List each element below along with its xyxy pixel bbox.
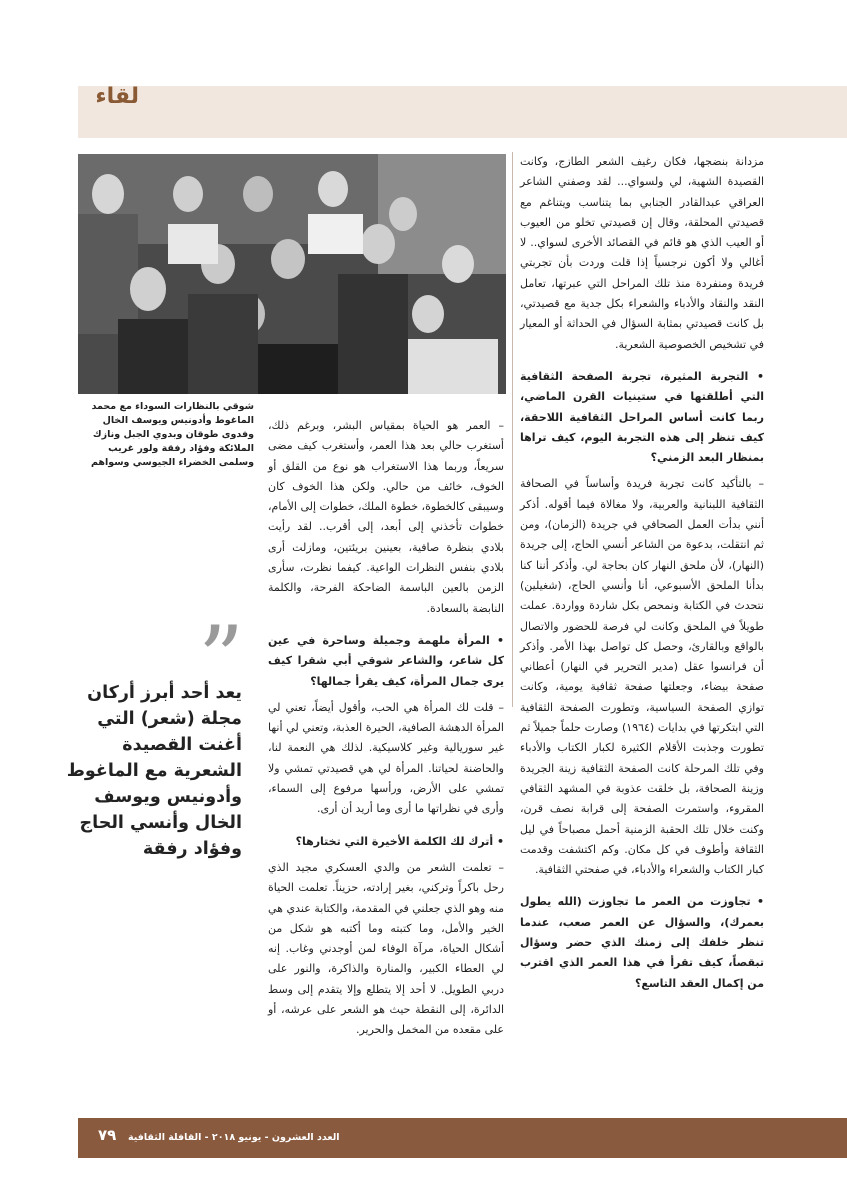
interview-question: • المرأة ملهمة وجميلة وساحرة في عين كل شاعر، والشاعر شوقي أبي شقرا كيف يرى جمال المرأة، كيف يقرأ جمالها؟ bbox=[268, 633, 504, 688]
header-band bbox=[78, 86, 847, 138]
article-column-middle bbox=[268, 416, 504, 1047]
group-photo bbox=[78, 154, 506, 394]
section-title: لقاء bbox=[95, 84, 139, 109]
paragraph: – العمر هو الحياة بمقياس البشر، وبرغم ذلك، أستغرب حالي بعد هذا العمر، وأستغرب كيف مضى سريعاً، وربما هذا الاستغراب هو نوع من القلق أو الخوف، خائف من حالي. ولكن هذا الخوف كان وسيبقى كالخطوة، خطوة الملك، خطوات إلى الأمام، خطوات تأخذني إلى أبعد، إلى أقرب.. لقد رأيت بلادي بنظرة صافية، بعينين بريئتين، ومازلت أرى بلادي بنفس النظرات الواعية. كيفما نظرت، سأرى الزمن بالعين الباسمة الضاحكة الفرحة، والكلمة النابضة بالسعادة. bbox=[268, 419, 504, 615]
pull-quote: يعد أحد أبرز أركان مجلة (شعر) التي أغنت القصيدة الشعرية مع الماغوط وأدونيس ويوسف الخال وأنسي الحاج وفؤاد رفقة bbox=[66, 683, 242, 859]
issue-info: العدد العشرون - يونيو ٢٠١٨ - القافلة الثقافية bbox=[128, 1132, 340, 1143]
photo-caption: شوقي بالنظارات السوداء مع محمد الماغوط وأدونيس ويوسف الخال وفدوى طوقان وبدوي الجبل ونازك الملائكة وفؤاد رفقة ولور غريب وسلمى الخضراء الجيوسي وسواهم bbox=[90, 401, 254, 468]
article-column-right bbox=[520, 152, 764, 1000]
interview-question: • أترك لك الكلمة الأخيرة التي تختارها؟ bbox=[295, 834, 504, 848]
paragraph: مزدانة بنضجها، فكان رغيف الشعر الطازج، وكانت القصيدة الشهية، لي ولسواي... لقد وصفني الشاعر العراقي عبدالقادر الجنابي بما يتناسب ويتناغم مع قصيدتي المحلقة، وقال إن قصيدتي تخلو من العيوب أو العيب الذي هو قائم في القصائد الأخرى لسواي.. لا أغالي ولا أكون نرجسياً إذا قلت وردت بأن تجربتي فريدة ومنفردة منذ تلك المراحل التي عبرتها، تعامل النقد والنقاد والأدباء والشعراء بكل جدية مع قصيدتي، بل كانت قصيدتي بمثابة السؤال في الحداثة أو المعيار في تشخيص الخصوصية الشعرية. bbox=[520, 155, 764, 351]
paragraph: – قلت لك المرأة هي الحب، وأقول أيضاً، تعني لي المرأة الدهشة الصافية، الحيرة العذبة، وتعني لي أنها غير سوريالية وغير كلاسيكية. لذلك هي النعمة لنا، والحاضنة لحياتنا. المرأة لي هي قصيدتي تمشي ولا تمشي على الأرض، ورأسها مرفوع إلى السماء، وأرى في نظراتها ما أرى وما أريد أن أرى. bbox=[268, 700, 504, 816]
interview-question: • التجربة المثيرة، تجربة الصفحة الثقافية التي أطلقتها في ستينيات القرن الماضي، ربما كانت أساس المراحل الثقافية اللاحقة، كيف تنظر إلى هذه التجربة اليوم، كيف تراها بمنظار البعد الزمني؟ bbox=[520, 369, 764, 465]
interview-question: • تجاوزت من العمر ما تجاوزت (الله يطول بعمرك)، والسؤال عن العمر صعب، عندما تنظر خلفك إلى زمنك الذي حضر وسؤال تبقصاً، كيف تقرأ في هذا العمر الذي اقترب من إكمال العقد التاسع؟ bbox=[520, 895, 764, 990]
quote-mark-icon: ” bbox=[198, 607, 245, 712]
column-divider bbox=[512, 152, 513, 707]
group-photo-illustration bbox=[78, 154, 506, 394]
paragraph: – تعلمت الشعر من والدي العسكري مجيد الذي رحل باكراً وتركني، بغير إرادته، حزيناً. تعلمت الحياة منه وهو الذي جعلني في المقدمة، والكتابة عندي هي الخير والأمل، وما كتبته وما أكتبه هو شكل من أشكال الحياة، مرآة الوفاء لمن أوجدني وغاب. إنه لي العطاء الكبير، والمنارة والذاكرة، والنور على دربي الطويل. لا أحد إلا يتطلع وإلا يتقدم إلى وسط الدائرة، إلى النقطة حيث هو الشعر على عرشه، أو على مقعده من المخمل والحرير. bbox=[268, 860, 504, 1037]
paragraph: – بالتأكيد كانت تجربة فريدة وأساساً في الصحافة الثقافية اللبنانية والعربية، ولا مغالاة فيما أقوله. أذكر أنني بدأت العمل الصحافي في جريدة (الزمان)، ومن ثم انتقلت، بدعوة من الشاعر أنسي الحاج، إلى جريدة (النهار)، لأن ملحق النهار كان بحاجة لي. وأذكر أننا كنا بدأنا الملحق الأسبوعي، أنا وأنسي الحاج، (شغيلين) نتحدث في الكتابة ونمحص بكل شاردة وواردة. عملت طويلاً في الملحق وكانت لي فرصة للحضور والاتصال بالواقع وبالقارئ، وحصل كل تواصل بهذا الأمر. وأذكر أن فرانسوا عقل (مدير التحرير في النهار) أعطاني صفحة بيضاء، وجعلتها صفحة ثقافية يومية، وكانت توازي الصفحة السياسية، وتطورت الصفحة الثقافية التي ابتكرتها في بدايات (١٩٦٤) وصارت حلماً جميلاً ثم تطورت وجذبت الأقلام الكثيرة لكبار الكتاب والأدباء وفي تلك المرحلة كانت الصفحة الثقافية زينة الجريدة وزينة الصحافة، بل خلقت عذوبة في المشهد الثقافي المقروء، واستمرت الصفحة إلى قرابة نصف قرن، وكنت خلال تلك الحقبة الزمنية أحمل مصباحاً في ليل الثقافة وأطوف في كل مكان. وكم اكتشفت وقدمت كبار الكتاب والشعراء والأدباء، في صفحتي الثقافية. bbox=[520, 477, 764, 877]
page-number: ٧٩ bbox=[98, 1126, 117, 1144]
